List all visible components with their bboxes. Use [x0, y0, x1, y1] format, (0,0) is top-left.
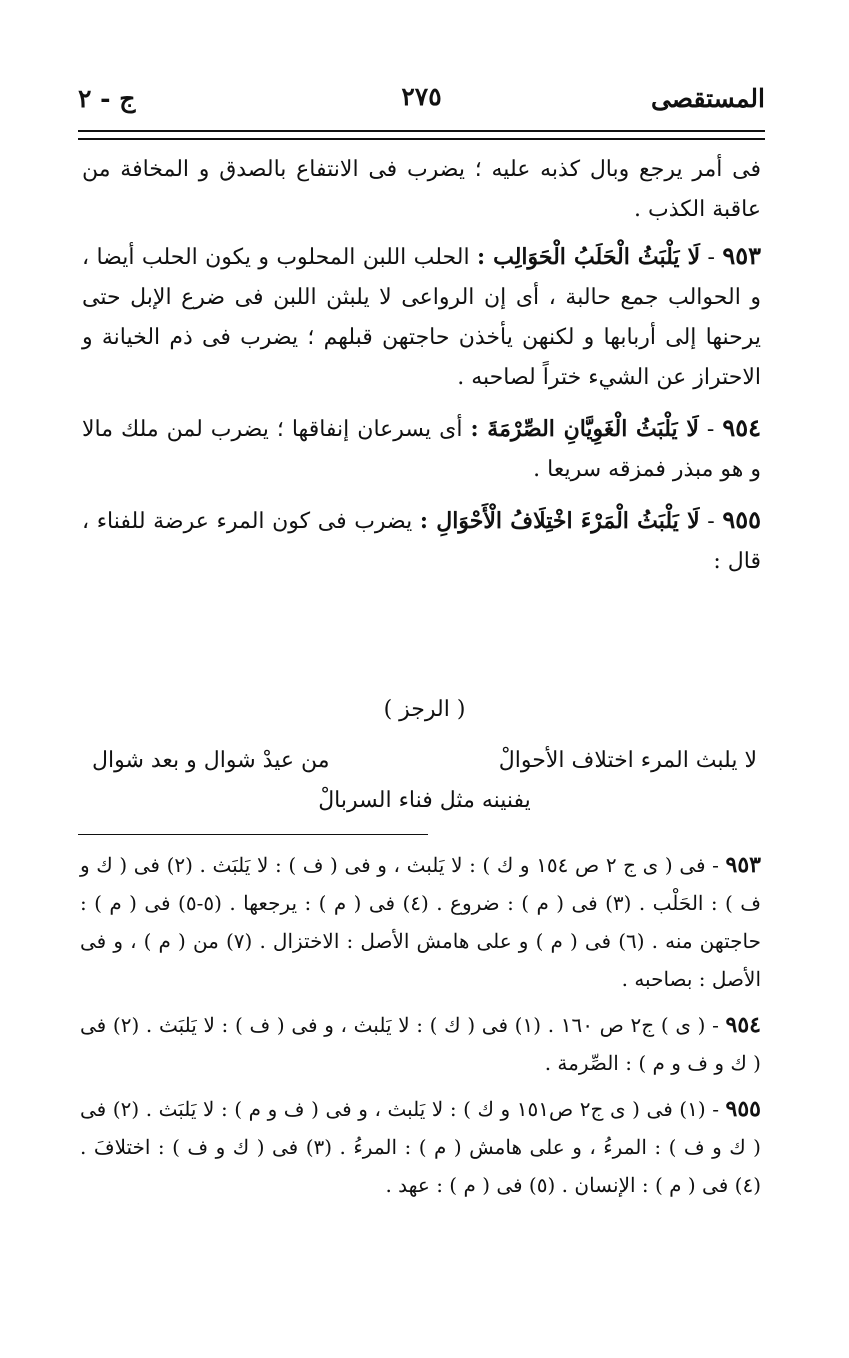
footnote-text: - فى ( ى ج ٢ ص ١٥٤ و ك ) : لا يَلبث ، و فى ( ف ) : لا يَلبَث . (٢) فى ( ك و ف ) : الحَلْب . (٣) فى ( م ) : ضروع . (٤) فى ( م ) : يرجعها . (٥-٥) فى ( م ) : حاجتهن منه . (٦) فى ( م ) و على هامش الأصل : الاختزال . (٧) من ( م ) ، و فى الأصل : بصاحبه .: [80, 853, 762, 991]
entry-953: ٩٥٣ - لَا يَلْبَثُ الْحَلَبُ الْحَوَالِب : الحلب اللبن المحلوب و يكون الحلب أيضا ، و الحوالب جمع حالبة ، أى إن الرواعى لا يلبثن اللبن فى ضرع الإبل حتى يرحنها إلى أربابها و لكنهن يأخذن حاجتهن قبلهم ؛ يضرب فى ذم الخيانة و الاحتراز عن الشيء ختراً لصاحبه .: [82, 241, 762, 390]
footnote-number: ٩٥٣: [725, 852, 761, 878]
entry-proverb: لَا يَلْبَثُ الْحَلَبُ الْحَوَالِب :: [476, 244, 701, 270]
poem-hemistich-second: من عيدْ شوال و بعد شوال: [92, 748, 330, 773]
footnote-number: ٩٥٥: [725, 1096, 761, 1122]
entry-text: أى يسرعان إنفاقها ؛ يضرب لمن ملك مالا و هو مبذر فمزقه سريعا .: [82, 417, 761, 482]
intro-paragraph: فى أمر يرجع وبال كذبه عليه ؛ يضرب فى الانتفاع بالصدق و المخافة من عاقبة الكذب .: [82, 157, 761, 222]
entry-proverb: لَا يَلْبَثُ الْغَوِيَّانِ الصِّرْمَةَ :: [470, 416, 699, 442]
entry-954: ٩٥٤ - لَا يَلْبَثُ الْغَوِيَّانِ الصِّرْمَةَ : أى يسرعان إنفاقها ؛ يضرب لمن ملك مالا و هو مبذر فمزقه سريعا .: [82, 413, 761, 482]
main-text: [82, 150, 761, 582]
entry-text: يضرب فى كون المرء عرضة للفناء ، قال :: [82, 509, 761, 574]
footnote-953: [80, 846, 761, 998]
poem-verse-continuation: يفنينه مثل فناء السربالْ: [318, 788, 531, 813]
entry-955: ٩٥٥ - لَا يَلْبَثُ الْمَرْءَ اخْتِلَافُ الْأَحْوَالِ : يضرب فى كون المرء عرضة للفناء ، قال :: [82, 505, 761, 574]
footnote-text: - (١) فى ( ى ج٢ ص١٥١ و ك ) : لا يَلبث ، و فى ( ف و م ) : لا يَلبَث . (٢) فى ( ك و ف ) : المرءُ ، و على هامش ( م ) : المرءُ . (٣) فى ( ك و ف ) : اختلافَ . (٤) فى ( م ) : الإنسان . (٥) فى ( م ) : عهد .: [80, 1097, 761, 1197]
page-number: ٢٧٥: [401, 82, 442, 111]
footnote-954: [80, 1006, 761, 1082]
footnote-rule: [78, 834, 428, 835]
entry-number: ٩٥٣: [722, 241, 762, 270]
poem-meter: ( الرجز ): [383, 697, 466, 722]
footnote-number: ٩٥٤: [725, 1012, 761, 1038]
header-book-title: المستقصى: [650, 83, 765, 113]
footnotes: [80, 846, 761, 1212]
poem-hemistich-first: لا يلبث المرء اختلاف الأحوالْ: [498, 748, 757, 773]
entry-text: الحلب اللبن المحلوب و يكون الحلب أيضا ، و الحوالب جمع حالبة ، أى إن الرواعى لا يلبثن اللبن فى ضرع الإبل حتى يرحنها إلى أربابها و لكنهن يأخذن حاجتهن قبلهم ؛ يضرب فى ذم الخيانة و الاحتراز عن الشيء ختراً لصاحبه .: [82, 245, 761, 390]
entry-number: ٩٥٤: [722, 413, 761, 442]
footnote-text: - ( ى ) ج٢ ص ١٦٠ . (١) فى ( ك ) : لا يَلبث ، و فى ( ف ) : لا يَلبَث . (٢) فى ( ك و ف و م ) : الصِّرمة .: [80, 1013, 761, 1075]
entry-proverb: لَا يَلْبَثُ الْمَرْءَ اخْتِلَافُ الْأَحْوَالِ :: [419, 508, 700, 534]
header-rule: [78, 130, 765, 140]
footnote-955: [80, 1090, 761, 1204]
page-header: [78, 72, 765, 124]
header-volume: ج - ٢: [78, 83, 136, 113]
poem-verse-line: [92, 748, 757, 773]
entry-number: ٩٥٥: [722, 505, 761, 534]
